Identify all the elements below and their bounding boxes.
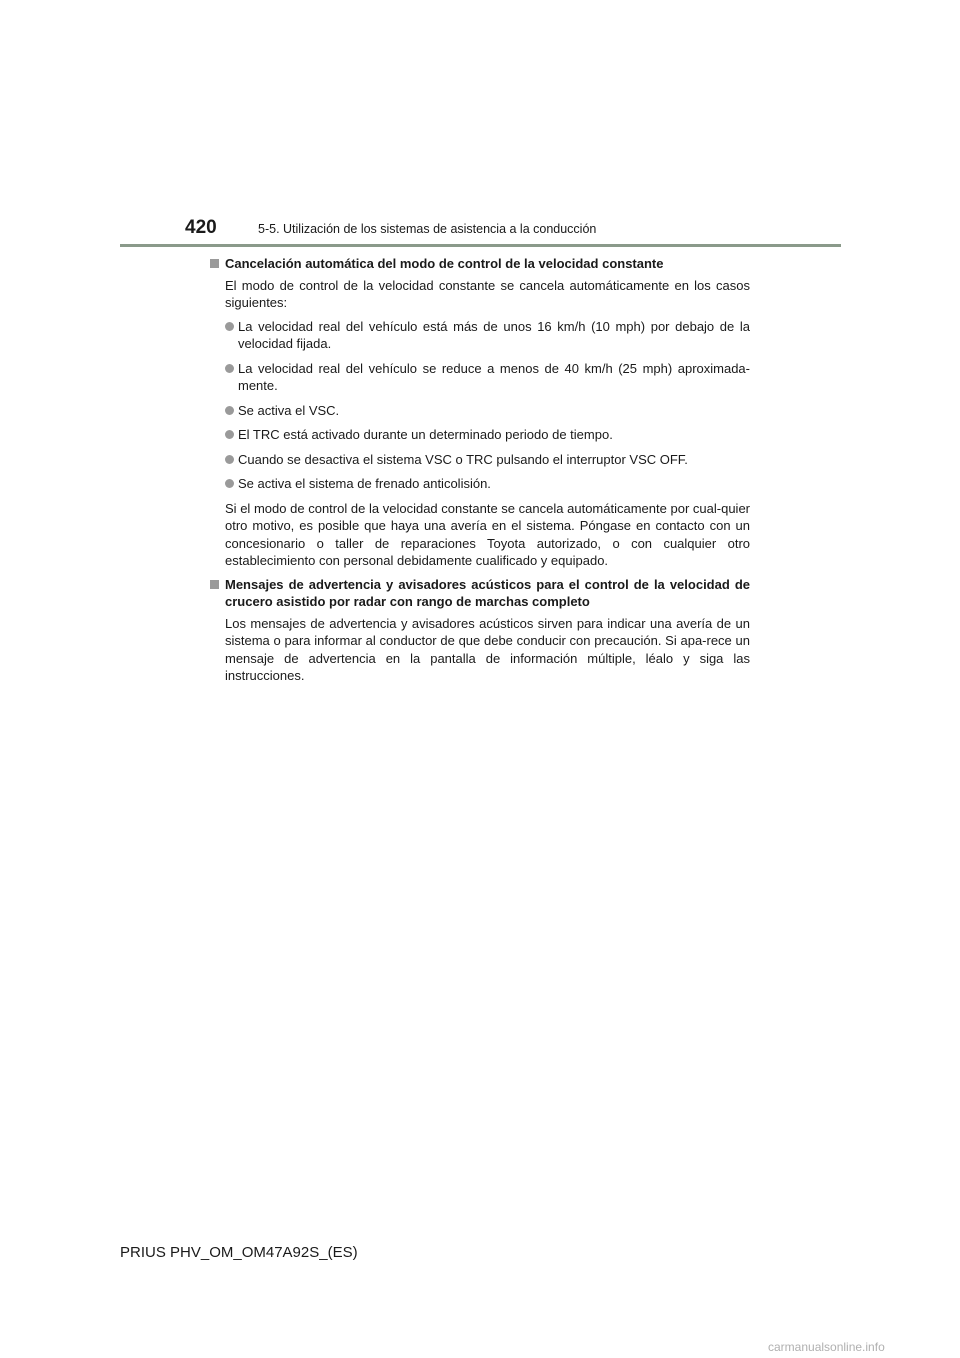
content-body xyxy=(210,255,750,691)
circle-bullet-icon xyxy=(225,364,234,373)
list-item xyxy=(210,426,750,444)
circle-bullet-icon xyxy=(225,430,234,439)
list-item-text: Se activa el VSC. xyxy=(238,402,340,418)
list-item-text: La velocidad real del vehículo está más de unos 16 km/h (10 mph) por debajo de la velocidad fijada. xyxy=(238,318,750,351)
section-title: 5-5. Utilización de los sistemas de asistencia a la conducción xyxy=(258,222,597,236)
list-item xyxy=(210,451,750,469)
square-bullet-icon xyxy=(210,259,219,268)
list-item-text: La velocidad real del vehículo se reduce a menos de 40 km/h (25 mph) aproximada-mente. xyxy=(238,360,750,393)
list-item xyxy=(210,475,750,493)
list-item-text: El TRC está activado durante un determinado periodo de tiempo. xyxy=(238,427,613,442)
section-heading-text: Cancelación automática del modo de control de la velocidad constante xyxy=(225,256,664,271)
list-item-text: Se activa el sistema de frenado anticolisión. xyxy=(238,476,491,491)
paragraph: Los mensajes de advertencia y avisadores acústicos sirven para indicar una avería de un sistema o para informar al conductor de que debe conducir con precaución. Si apa-rece un mensaje de advertencia en la pantalla de información múltiple, léalo y siga las instrucciones. xyxy=(225,615,750,683)
paragraph: Si el modo de control de la velocidad constante se cancela automáticamente por cual-quier otro motivo, es posible que haya una avería en el sistema. Póngase en contacto con un concesionario o taller de reparaciones Toyota autorizado, o con cualquier otro establecimiento con personal debidamente cualificado y equipado. xyxy=(225,500,750,568)
list-item-text: Cuando se desactiva el sistema VSC o TRC pulsando el interruptor VSC OFF. xyxy=(238,451,688,467)
list-item xyxy=(210,360,750,395)
header-rule xyxy=(120,244,841,247)
section-heading-text: Mensajes de advertencia y avisadores acústicos para el control de la velocidad de crucero asistido por radar con rango de marchas completo xyxy=(225,576,750,609)
circle-bullet-icon xyxy=(225,322,234,331)
list-item xyxy=(210,318,750,353)
circle-bullet-icon xyxy=(225,406,234,415)
section-heading xyxy=(210,255,750,273)
footer-doc-code: PRIUS PHV_OM_OM47A92S_(ES) xyxy=(120,1244,358,1261)
list-item xyxy=(210,402,750,420)
watermark: carmanualsonline.info xyxy=(768,1340,885,1354)
circle-bullet-icon xyxy=(225,479,234,488)
page-number: 420 xyxy=(185,217,217,238)
circle-bullet-icon xyxy=(225,455,234,464)
section-heading xyxy=(210,576,750,611)
paragraph: El modo de control de la velocidad constante se cancela automáticamente en los casos siguientes: xyxy=(225,277,750,310)
square-bullet-icon xyxy=(210,580,219,589)
